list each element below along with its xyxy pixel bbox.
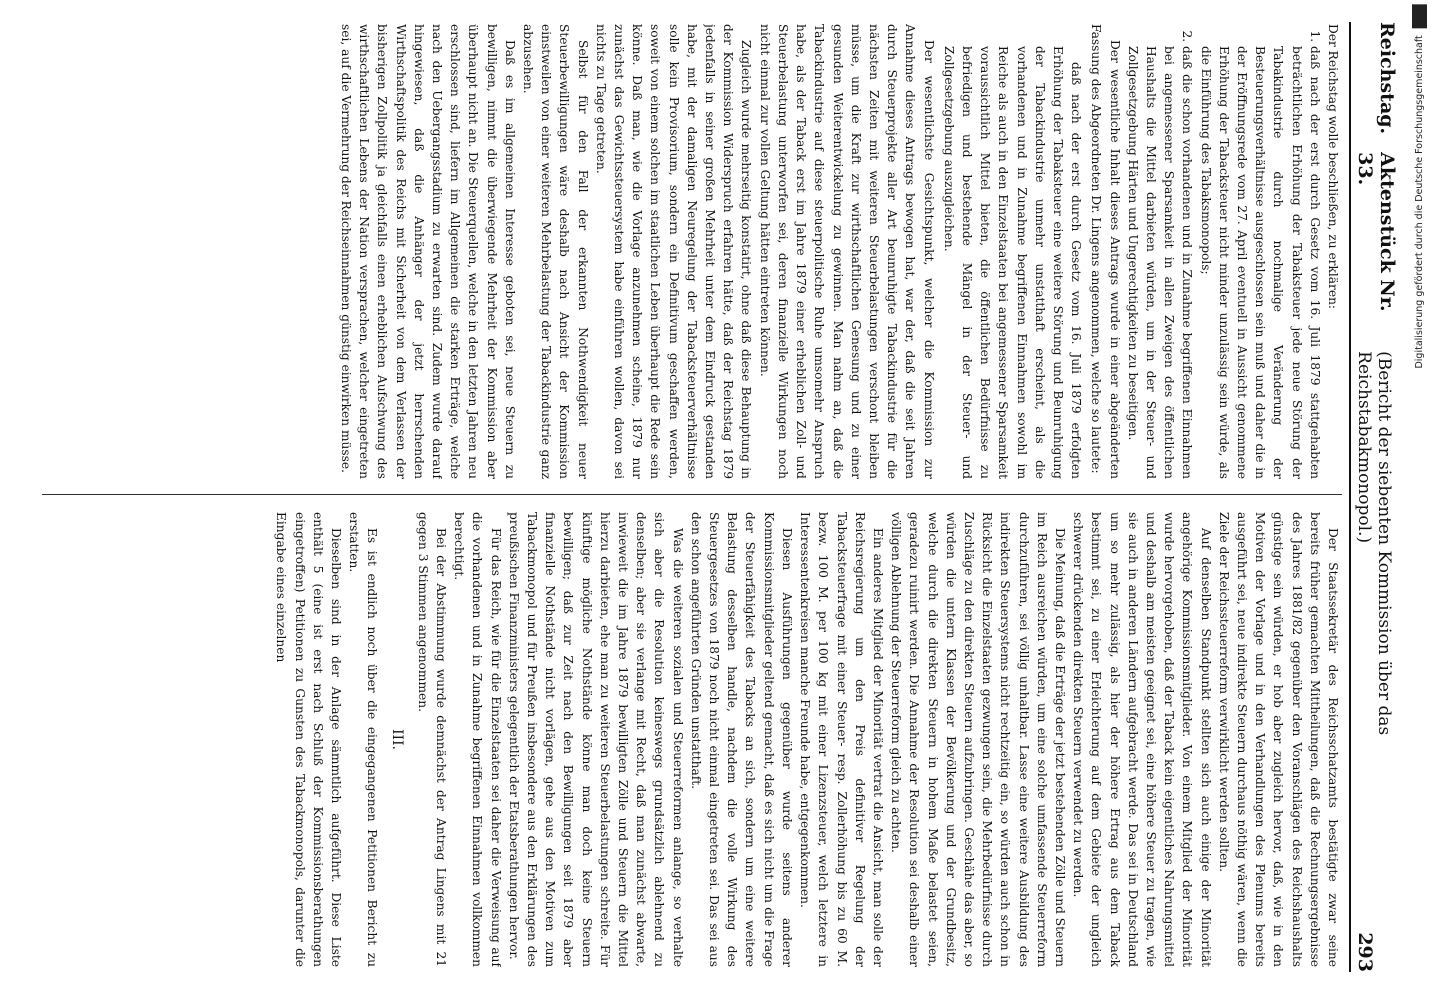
paragraph: Selbst für den Fall der erkannten Nothwendigkeit neuer Steuerbewilligungen wäre deshalb nach Ansicht der Kommission einstweilen von einer weiteren Mehrbelastung der Tabackindustrie ganz abzusehen. bbox=[521, 24, 590, 479]
motion-item: 1. daß nach der erst durch Gesetz vom 16. Juli 1879 stattgehabten beträchtlichen Erhöhung der Tabaksteuer jede neue Störung der Tabakindustrie durch nochmalige Veränderung der Besteuerungsverhältnisse ausgeschlossen sein muß und daher die in der Eröffnungsrede vom 27. April eventuell in Aussicht genommene Erhöhung der Tabacksteuer nicht minder unzulässig sein würde, als die Einführung des Tabaksmonopols; bbox=[1196, 46, 1323, 479]
paragraph: Diesen Ausführungen gegenüber wurde seitens anderer Kommissionsmitglieder geltend gemacht, daß es sich nicht um die Frage der Steuerfähigkeit des Tabacks an sich, sondern um eine weitere Belastung desselben handle, nachdem die volle Wirkung des Steuergesetzes von 1879 noch nicht einmal eingetreten sei. Das sei aus den schon angeführten Gründen unstatthaft. bbox=[688, 512, 794, 967]
column-divider bbox=[42, 494, 1342, 495]
paragraph: Zugleich wurde mehrseitig konstatirt, ohne daß diese Behauptung in der Kommission Widerspruch erfahren hätte, daß der Reichstag 1879 jedenfalls in seiner großen Mehrheit unter dem Eindruck gestanden habe, mit der damaligen Neuregelung der Tabacksteuerverhältnisse solle kein Provisorium, sondern ein Definitivum geschaffen werden, soweit von einem solchen im staatlichen Leben überhaupt die Rede sein könne. Daß man, wie die Vorlage anzunehmen scheine, 1879 nur zunächst das Gewichtssteuersystem habe einführen wollen, davon sei nichts zu Tage getreten. bbox=[593, 24, 754, 479]
paragraph: Was die weiteren sozialen und Steuerreformen anlange, so verhalte sich aber die Resolution keineswegs grundsätzlich ablehnend zu denselben; aber sie verlange mit Recht, daß man zunächst abwarte, inwieweit die im Jahre 1879 bewilligten Zölle und Steuern die Mittel hierzu darbieten, ehe man zu weiteren Steuerbelastungen schreite. Für künftige mögliche Nothstände könne man doch keine Steuern bewilligen; daß zur Zeit nach den Bewilligungen seit 1879 aber finanzielle Nothstände nicht vorlägen, gehe aus den Motiven zum Tabackmonopol und für Preußen insbesondere aus den Erklärungen des preußischen Finanzministers gelegentlich der Etatsberathungen hervor. bbox=[506, 512, 685, 967]
paragraph: Für das Reich, wie für die Einzelstaaten sei daher die Verweisung auf die vorhandenen und in Zunahme begriffenen Einnahmen vollkommen berechtigt. bbox=[452, 512, 503, 967]
paragraph: Der wesentliche Inhalt dieses Antrags wurde in einer abgeänderten Fassung des Abgeordneten Dr. Lingens angenommen, welche so lautete: bbox=[1089, 24, 1122, 479]
paragraph: Bei der Abstimmung wurde demnächst der Antrag Lingens mit 21 gegen 3 Stimmen angenommen. bbox=[415, 512, 449, 967]
right-column bbox=[42, 512, 1342, 967]
paragraph: Der Staatssekretär des Reichsschatzamts bestätigte zwar seine bereits früher gemachten Mittheilungen, daß die Rechnungsergebnisse des Jahres 1881/82 gegenüber den Voranschlägen des Reichshaushalts günstige sein würden, er hob aber zugleich hervor, daß, wie in den Motiven der Vorlage und in den Verhandlungen des Plenums bereits ausgeführt sei, neue indirekte Steuern durchaus nöthig wären, wenn die Ziele der Reichssteuerreform verwirklicht werden sollten. bbox=[1216, 512, 1340, 967]
motion-item: 2. daß die schon vorhandenen und in Zunahme begriffenen Einnahmen bei angemessener Sparsamkeit in allen Zweigen des öffentlichen Haushalts die Mittel darbieten würden, um in der Steuer- und Zollgesetzgebung Härten und Ungerechtigkeiten zu beseitigen. bbox=[1124, 46, 1197, 479]
dfg-logo: DFG bbox=[1413, 5, 1425, 28]
paragraph: Daß es im allgemeinen Interesse geboten sei, neue Steuern zu bewilligen, nimmt die überwiegende Mehrheit der Kommission aber überhaupt nicht an. Die Steuerquellen, welche in den letzten Jahren neu erschlossen sind, liefern im Allgemeinen die starken Erträge, welche nach den Uebergangsstadium zu erwarten sind. Zudem wurde darauf hingewiesen, daß die Anhänger der jetzt herrschenden Wirthschaftspolitik des Reichs mit Sicherheit von dem Verlassen der bisherigen Zollpolitik ja gleichfalls einen erheblichen Aufschwung des wirthschaftlichen Lebens der Nation versprachen, welcher eingetreten sei, auf die Vermehrung der Reichseinnahmen günstig einwirken müsse. bbox=[339, 24, 517, 479]
left-column bbox=[42, 24, 1342, 479]
motion-list bbox=[1124, 24, 1324, 479]
page-header bbox=[1349, 22, 1398, 972]
paragraph: Es ist endlich noch über die eingegangenen Petitionen Bericht zu erstatten. bbox=[347, 512, 380, 967]
digitization-watermark bbox=[1410, 4, 1428, 996]
paragraph: Die Meinung, daß die Erträge der jetzt bestehenden Zölle und Steuern im Reich ausreichen würden, um eine solche umfassende Steuerreform durchzuführen, sei völlig unhaltbar. Lasse eine weitere Ausbildung des indirekten Steuersystems nicht rechtzeitig ein, so würden auch schon in Rücksicht die Einzelstaaten gezwungen sein, die Mehrbedürfnisse durch Zuschläge zu den direkten Steuern aufzubringen. Geschähe das aber, so würden die untern Klassen der Bevölkerung und der Grundbesitz, welche durch die direkten Steuern in hohem Maße belastet seien, geradezu ruinirt werden. Die Annahme der Resolution sei deshalb einer völligen Ablehnung der Steuerreform gleich zu achten. bbox=[889, 512, 1067, 967]
intro-paragraph: Der Reichstag wolle beschließen, zu erklären: bbox=[1326, 24, 1340, 310]
header-doc-number: Aktenstück Nr. 33. bbox=[1354, 152, 1398, 312]
header-title: (Bericht der siebenten Kommission über das Reichstabakmonopol.) bbox=[1354, 351, 1394, 736]
paragraph: Dieselben sind in der Anlage sämmtlich aufgeführt. Diese Liste enthält 5 (eine ist erst nach Schluß der Kommissionsberathungen eingetroffen) Petitionen zu Gunsten des Tabackmonopols, darunter die Eingabe eines einzelnen bbox=[274, 512, 344, 967]
quoted-resolution: daß nach der erst durch Gesetz vom 16. Juli 1879 erfolgten Erhöhung der Tabaksteuer eine weitere Störung und Beunruhigung der Tabackindustrie unmehr unstatthaft erscheint, als die vorhandenen und in Zunahme begriffenen Einnahmen sowohl im Reiche als auch in den Einzelstaaten bei angemessener Sparsamkeit voraussichtlich Mittel bieten, die öffentlichen Bedürfnisse zu befriedigen und bestehende Mängel in der Steuer- und Zollgesetzgebung auszugleichen. bbox=[941, 46, 1084, 479]
watermark-text: Digitalisierung gefördert durch die Deutsche Forschungsgemeinschaft bbox=[1413, 35, 1425, 369]
paragraph: Auf denselben Standpunkt stellten sich auch einige der Minorität angehörige Kommissionsmitglieder. Von einem Mitglied der Minorität wurde hervorgehoben, daß der Taback kein eigentliches Nahrungsmittel und deshalb am meisten geeignet sei, eine höhere Steuer zu tragen, wie sie auch in anderen Ländern aufgebracht werde. Das sei in Deutschland um so mehr zulässig, als hier der höhere Ertrag aus dem Taback bestimmt sei, zu einer Erleichterung auf dem Gebiete der ungleich schwerer drückenden direkten Steuern verwendet zu werden. bbox=[1071, 512, 1213, 967]
paragraph: Ein anderes Mitglied der Minorität vertrat die Ansicht, man solle der Reichsregierung um den Preis definitiver Regelung der Tabacksteuerfrage mit einer Steuer- resp. Zollerhöhung bis zu 60 M. bezw. 100 M. per 100 kg mit einer Lizenzsteuer, welch letztere in Interessentenkreisen manche Freunde habe, entgegenkommen. bbox=[798, 512, 885, 967]
page-number: 293 bbox=[1354, 932, 1376, 972]
section-heading: III. bbox=[388, 728, 405, 751]
header-left: Reichstag. bbox=[1376, 22, 1398, 135]
paragraph: Der wesentlichste Gesichtspunkt, welcher die Kommission zur Annahme dieses Antrags bewogen hat, war der, daß die seit Jahren durch Steuerprojekte aller Art beunruhigte Tabackindustrie für die nächsten Zeiten mit weiteren Steuerbelastungen verschont bleiben müsse, um die Kraft zur wirthschaftlichen Genesung und zu einer gesunden Weiterentwickelung zu gewinnen. Man nahm an, daß die Tabackindustrie auf diese steuerpolitische Ruhe umsomehr Anspruch habe, als der Taback erst im Jahre 1879 einer erheblichen Zoll- und Steuerbelastung unterworfen sei, deren finanzielle Wirkungen noch nicht einmal zur vollen Geltung hätten eintreten können. bbox=[757, 24, 936, 479]
